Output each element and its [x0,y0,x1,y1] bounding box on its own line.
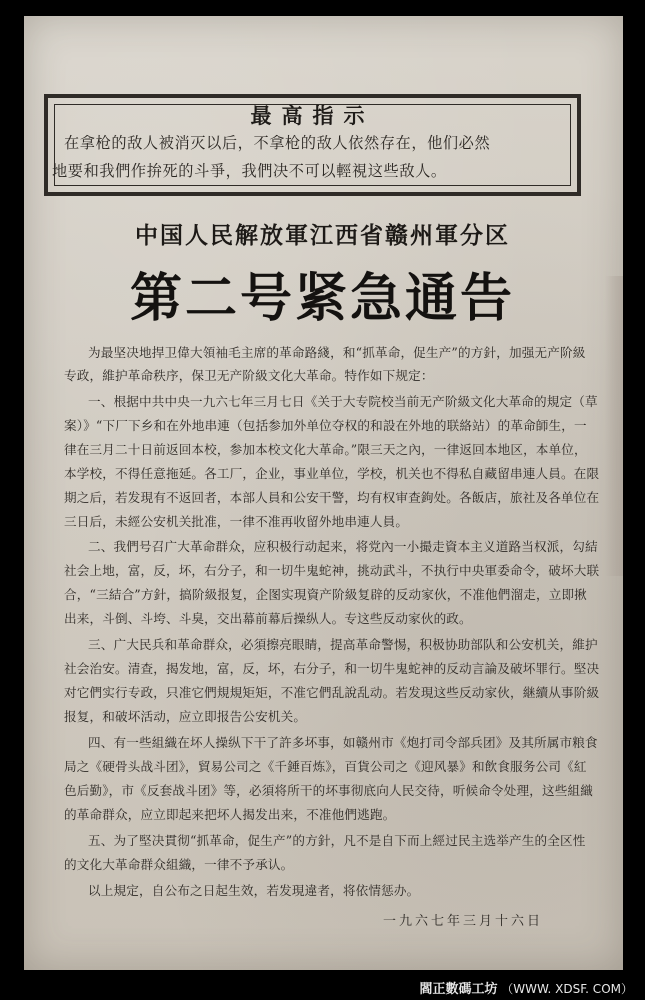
body-line: 三、广大民兵和革命群众，必須擦亮眼睛，提高革命警惕，积极协助部队和公安机关，維护 [88,637,598,652]
notice-headline: 第二号紧急通告 [129,269,515,329]
watermark-site: （WWW. XDSF. COM） [501,982,633,996]
body-line: 合，“三結合”方針，搞阶級报复，企图实現資产阶級复辟的反动家伙，不准他們溜走，立即揪 [64,587,587,602]
notice-date: 一九六七年三月十六日 [383,914,544,929]
body-line: 出来，斗倒、斗垮、斗臭，交出幕前幕后操纵人。专这些反动家伙的政。 [64,611,472,626]
body-line: 社会上地，富，反，坏，右分子，和一切牛鬼蛇神，挑动武斗，不执行中央軍委命令，破坏大联 [64,563,600,578]
body-line: 色后勤》，市《反套战斗团》等，必須将所干的坏事彻底向人民交待，听候命令处理，这些組織 [64,783,593,798]
body-line: 本学校，不得任意拖延。各工厂，企业，事业单位，学校，机关也不得私自藏留串連人員。在限 [64,466,600,481]
body-line: 报复，和破坏活动，应立即报告公安机关。 [64,709,307,724]
body-line: 社会治安。清查，揭发地，富，反，坏，右分子，和一切牛鬼蛇神的反动言論及破坏罪行。堅决 [64,661,600,676]
body-line: 以上規定，自公布之日起生效，若发現違者，将依情惩办。 [88,883,420,898]
issuing-organization: 中国人民解放軍江西省赣州軍分区 [135,223,510,249]
watermark-brand: 閻正數碼工坊 [419,982,498,997]
body-line: 三日后，未經公安机关批准，一律不准再收留外地串連人員。 [64,514,409,529]
body-line: 为最坚决地捍卫偉大領袖毛主席的革命路綫，和“抓革命，促生产”的方針，加强无产阶級 [88,345,586,360]
quotation-box [44,94,581,196]
body-line: 四、有一些組織在坏人操纵下干了許多坏事，如赣州市《炮打司令部兵团》及其所属市粮食 [88,735,598,750]
body-line: 的革命群众，应立即起来把坏人揭发出来，不准他們逃跑。 [64,807,396,822]
quotation-line-1: 在拿枪的敌人被消灭以后，不拿枪的敌人依然存在，他们必然 [64,134,491,152]
body-line: 对它們实行专政，只准它們規規矩矩，不准它們乱說乱动。若发現这些反动家伙，継續从事阶級 [64,685,600,700]
body-line: 案）》“下厂下乡和在外地串連（包括参加外单位夺权的和設在外地的联絡站）的革命師生，一 [64,418,587,433]
body-line: 律在三月二十日前返回本校，参加本校文化大革命。”限三天之內，一律返回本地区，本单位， [64,442,587,457]
body-line: 的文化大革命群众組織，一律不予承认。 [64,857,294,872]
body-line: 二、我們号召广大革命群众，应积极行动起来，将党內一小撮走資本主义道路当权派，勾結 [88,539,598,554]
quotation-title: 最高指示 [250,104,375,128]
body-line: 五、为了堅决貫彻“抓革命，促生产”的方針，凡不是自下而上經过民主选举产生的全区性 [88,833,586,848]
body-line: 期之后，若发現有不返回者，本部人員和公安干警，均有权审查鉤处。各飯店，旅社及各单位在 [64,490,600,505]
body-line: 专政，維护革命秩序，保卫无产阶級文化大革命。特作如下规定： [64,368,434,383]
body-line: 一、根据中共中央一九六七年三月七日《关于大专院校当前无产阶級文化大革命的規定（草 [88,394,598,409]
watermark [419,978,633,997]
body-line: 局之《硬骨头战斗团》，貿易公司之《千錘百炼》，百貨公司之《迎风暴》和飲食服务公司《紅 [64,759,587,774]
quotation-line-2: 地要和我們作拚死的斗爭，我們决不可以輕視这些敌人。 [52,162,447,180]
